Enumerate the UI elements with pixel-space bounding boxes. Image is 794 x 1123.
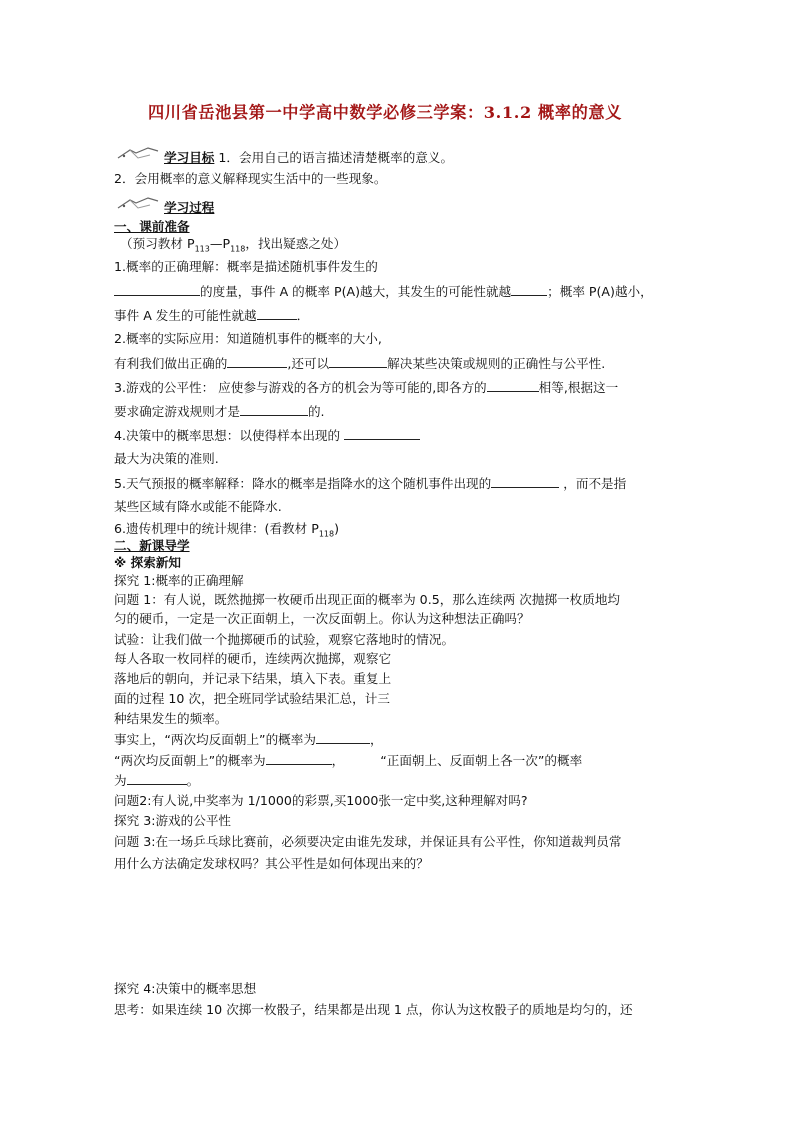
prep-item-3-line-2 — [114, 403, 325, 420]
explore-1-title: 探究 1:概率的正确理解 — [114, 573, 244, 588]
prep-item-5-line-1 — [114, 475, 626, 492]
prep-item-3-line-1 — [114, 379, 618, 396]
fact-text: 。 — [186, 773, 200, 788]
prep-heading: 一、课前准备 — [114, 219, 190, 234]
prep-text: 有利我们做出正确的 — [114, 356, 228, 371]
fact-text: ， — [369, 732, 383, 747]
experiment-line-1: 试验：让我们做一个抛掷硬币的试验，观察它落地时的情况。 — [114, 632, 455, 647]
question-3-line-1: 问题 3:在一场乒乓球比赛前，必须要决定由谁先发球，并保证具有公平性，你知道裁判员常 — [114, 834, 622, 849]
explore-4-title: 探究 4:决策中的概率思想 — [114, 981, 257, 996]
preview-text: ，找出疑惑之处） — [245, 236, 347, 251]
explore-heading: ※ 探索新知 — [114, 555, 182, 570]
goals-heading: 学习目标 — [164, 150, 215, 165]
explore-3-title: 探究 3:游戏的公平性 — [114, 813, 232, 828]
fact-line-1 — [114, 731, 383, 748]
answer-blank[interactable] — [487, 379, 539, 392]
preview-text: —P — [209, 236, 231, 251]
answer-blank[interactable] — [114, 283, 200, 296]
prep-item-6 — [114, 521, 339, 537]
prep-item-2-line-2 — [114, 355, 605, 372]
prep-text: 4.决策中的概率思想：以使得样本出现的 — [114, 428, 341, 443]
prep-item-1-line-1: 1.概率的正确理解：概率是描述随机事件发生的 — [114, 259, 378, 274]
fact-text: 为 — [114, 773, 127, 788]
prep-text: 事件 A 发生的可能性就越 — [114, 308, 257, 323]
prep-text: ；概率 P(A)越小， — [547, 284, 653, 299]
preview-page-end: 118 — [230, 244, 246, 254]
fact-text: “两次均反面朝上”的概率为 — [114, 753, 266, 768]
answer-blank[interactable] — [491, 475, 559, 488]
preview-note — [120, 236, 346, 252]
experiment-line-4: 面的过程 10 次，把全班同学试验结果汇总，计三 — [114, 691, 390, 706]
experiment-line-3: 落地后的朝向，并记录下结果，填入下表。重复上 — [114, 671, 392, 686]
prep-text: 的. — [307, 404, 325, 419]
answer-blank[interactable] — [240, 403, 308, 416]
question-3-line-2: 用什么方法确定发球权吗？其公平性是如何体现出来的？ — [114, 856, 429, 871]
new-heading: 二、新课导学 — [114, 538, 190, 553]
goal-item-2: 2．会用概率的意义解释现实生活中的一些现象。 — [114, 171, 387, 186]
prep-text: 要求确定游戏规则才是 — [114, 404, 240, 419]
pen-icon — [116, 194, 160, 212]
prep-text: 相等,根据这一 — [538, 380, 619, 395]
answer-blank[interactable] — [316, 731, 370, 744]
prep-text: ，而不是指 — [563, 476, 627, 491]
prep-item-4-line-2: 最大为决策的准则. — [114, 451, 219, 466]
goals-line-1 — [164, 150, 453, 166]
prep-text: 3.游戏的公平性： 应使参与游戏的各方的机会为等可能的,即各方的 — [114, 380, 487, 395]
question-2: 问题2:有人说,中奖率为 1/1000的彩票,买1000张一定中奖,这种理解对吗? — [114, 793, 528, 808]
answer-blank[interactable] — [127, 772, 187, 785]
pen-icon — [116, 144, 160, 162]
fact-line-2 — [114, 752, 582, 769]
prep-text: 6.遗传机理中的统计规律：(看教材 P — [114, 521, 319, 536]
goal-item-1: 1．会用自己的语言描述清楚概率的意义。 — [218, 150, 454, 165]
prep-item-4-line-1 — [114, 427, 420, 444]
prep-text: ) — [334, 521, 340, 536]
think-line: 思考：如果连续 10 次掷一枚骰子，结果都是出现 1 点，你认为这枚骰子的质地是均匀的，还 — [114, 1002, 633, 1017]
answer-blank[interactable] — [329, 355, 387, 368]
prep-item-2-line-1: 2.概率的实际应用：知道随机事件的概率的大小, — [114, 331, 382, 346]
question-1-line-2: 匀的硬币，一定是一次正面朝上，一次反面朝上。你认为这种想法正确吗？ — [114, 611, 530, 626]
prep-item-1-line-2 — [114, 283, 653, 300]
experiment-line-2: 每人各取一枚同样的硬币，连续两次抛掷，观察它 — [114, 651, 392, 666]
answer-blank[interactable] — [227, 355, 287, 368]
answer-blank[interactable] — [257, 307, 297, 320]
experiment-line-5: 种结果发生的频率。 — [114, 711, 228, 726]
prep-text: ,还可以 — [287, 356, 330, 371]
process-heading: 学习过程 — [164, 200, 215, 215]
prep-text: 的度量，事件 A 的概率 P(A)越大，其发生的可能性就越 — [200, 284, 512, 299]
fact-line-3 — [114, 772, 199, 789]
page-title: 四川省岳池县第一中学高中数学必修三学案：3.1.2 概率的意义 — [148, 103, 622, 122]
fact-text: “正面朝上、反面朝上各一次”的概率 — [380, 753, 583, 768]
fact-text: 事实上，“两次均反面朝上”的概率为 — [114, 732, 316, 747]
fact-text: ， — [331, 753, 345, 768]
preview-page-start: 113 — [194, 244, 210, 254]
prep-text: 解决某些决策或规则的正确性与公平性. — [387, 356, 606, 371]
answer-blank[interactable] — [344, 427, 420, 440]
prep-text: 5.天气预报的概率解释：降水的概率是指降水的这个随机事件出现的 — [114, 476, 492, 491]
answer-blank[interactable] — [511, 283, 547, 296]
prep-text: ． — [296, 308, 310, 323]
prep-item-1-line-3 — [114, 307, 309, 324]
answer-blank[interactable] — [266, 752, 332, 765]
question-1-line-1: 问题 1：有人说，既然抛掷一枚硬币出现正面的概率为 0.5，那么连续两 次抛掷一枚质地均 — [114, 592, 621, 607]
preview-text: （预习教材 P — [120, 236, 195, 251]
page-ref: 118 — [318, 529, 335, 539]
prep-item-5-line-2: 某些区域有降水或能不能降水. — [114, 499, 282, 514]
